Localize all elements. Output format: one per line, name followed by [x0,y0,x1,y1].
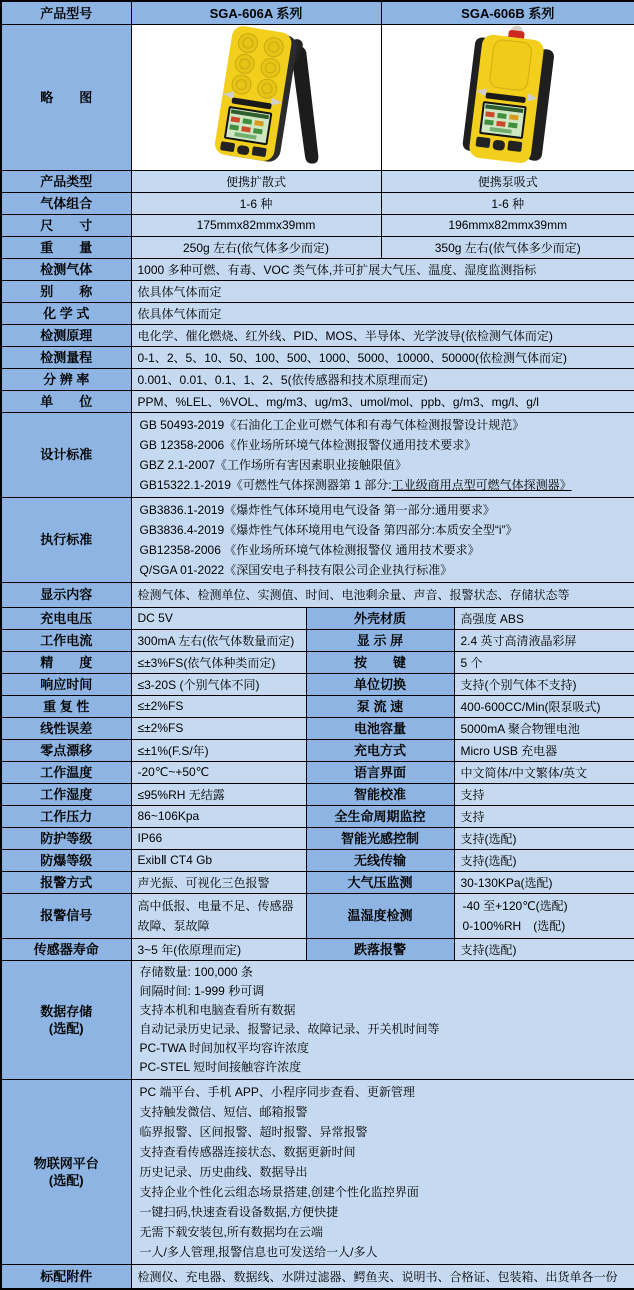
table-row [1,324,634,346]
row-value-a: 便携扩散式 [131,170,381,192]
row-value: 支持(选配) [454,938,634,960]
value-line: 间隔时间: 1-999 秒可调 [139,983,265,998]
row-label: 重 复 性 [1,695,131,717]
row-value: 3~5 年(依原理而定) [131,938,306,960]
standard-line-underlined: 工业级商用点型可燃气体探测器》 [391,477,572,492]
product-image-cell-b [381,24,634,170]
table-row [1,805,634,827]
row-label: 按 键 [306,651,454,673]
row-label: 单位切换 [306,673,454,695]
row-label: 工作温度 [1,761,131,783]
label-line: 物联网平台 [33,1155,99,1171]
table-row [1,258,634,280]
row-label: 充电电压 [1,607,131,629]
standard-line-prefix: GB15322.1-2019《可燃性气体探测器第 1 部分: [139,477,392,492]
row-value: 支持 [454,805,634,827]
row-value: PPM、%LEL、%VOL、mg/m3、ug/m3、umol/mol、ppb、g/m3、mg/l、g/l [131,390,634,412]
data-storage-row [1,960,634,1079]
row-label: 工作压力 [1,805,131,827]
table-row [1,651,634,673]
row-label: 工作电流 [1,629,131,651]
row-label: 标配附件 [1,1264,131,1289]
row-label: 零点漂移 [1,739,131,761]
row-label: 重 量 [1,236,131,258]
row-value: 支持 [454,783,634,805]
model-b-header: SGA-606B 系列 [381,1,634,24]
standard-line: Q/SGA 01-2022《深国安电子科技有限公司企业执行标准》 [139,562,453,577]
sga-606a-device-photo [139,25,373,165]
table-row [1,368,634,390]
row-label: 化 学 式 [1,302,131,324]
table-row [1,849,634,871]
row-label: 检测量程 [1,346,131,368]
row-label: 显 示 屏 [306,629,454,651]
table-row [1,717,634,739]
row-label: 产品类型 [1,170,131,192]
table-row [1,346,634,368]
row-value: 86~106Kpa [131,805,306,827]
row-label: 线性误差 [1,717,131,739]
row-value: 支持(选配) [454,827,634,849]
row-label: 全生命周期监控 [306,805,454,827]
row-value: DC 5V [131,607,306,629]
value-line: PC-STEL 短时间接触容许浓度 [139,1059,302,1074]
standard-line: GBZ 2.1-2007《工作场所有害因素职业接触限值》 [139,457,407,472]
table-row [1,871,634,893]
row-value: 支持(个别气体不支持) [454,673,634,695]
design-standard-row [1,412,634,497]
product-model-header: 产品型号 [1,1,131,24]
row-value: 高强度 ABS [454,607,634,629]
value-line: 存储数量: 100,000 条 [139,964,253,979]
sketch-label: 略 图 [1,24,131,170]
row-label: 分 辨 率 [1,368,131,390]
table-row [1,739,634,761]
row-label: 检测气体 [1,258,131,280]
value-line: 支持触发微信、短信、邮箱报警 [139,1104,308,1119]
label-line: (选配) [48,1020,84,1036]
row-value: 400-600CC/Min(限泵吸式) [454,695,634,717]
sga-606b-device-photo [389,25,627,165]
row-label: 报警信号 [1,893,131,938]
iot-platform-row [1,1079,634,1264]
row-value: -20℃~+50℃ [131,761,306,783]
row-label: 检测原理 [1,324,131,346]
value-line: -40 至+120℃(选配) [462,898,568,913]
alarm-signal-row [1,893,634,938]
table-row [1,192,634,214]
row-value [131,412,634,497]
row-value: 电化学、催化燃烧、红外线、PID、MOS、半导体、光学波导(依检测气体而定) [131,324,634,346]
row-label: 智能校准 [306,783,454,805]
row-label: 跌落报警 [306,938,454,960]
label-line: 数据存储 [40,1003,93,1019]
value-line: 一人/多人管理,报警信息也可发送给一人/多人 [139,1244,378,1259]
standard-line: GB 12358-2006《作业场所环境气体检测报警仪通用技术要求》 [139,437,477,452]
row-label: 气体组合 [1,192,131,214]
header-row [1,1,634,24]
row-value: ≤±2%FS [131,695,306,717]
table-row [1,673,634,695]
model-a-header: SGA-606A 系列 [131,1,381,24]
value-line: 自动记录历史记录、报警记录、故障记录、开关机时间等 [139,1021,440,1036]
row-value [131,1079,634,1264]
row-value: 依具体气体而定 [131,302,634,324]
row-value: 300mA 左右(依气体数量而定) [131,629,306,651]
exec-standard-row [1,497,634,582]
value-line: 0-100%RH (选配) [462,918,566,933]
standard-line: GB12358-2006 《作业场所环境气体检测报警仪 通用技术要求》 [139,542,480,557]
table-row [1,827,634,849]
row-label: 精 度 [1,651,131,673]
row-label: 设计标准 [1,412,131,497]
table-row [1,783,634,805]
row-value-b: 350g 左右(依气体多少而定) [381,236,634,258]
value-line: 支持企业个性化云组态场景搭建,创建个性化监控界面 [139,1184,419,1199]
row-value [454,893,634,938]
row-value: 检测仪、充电器、数据线、水阱过滤器、鳄鱼夹、说明书、合格证、包装箱、出货单各一份 [131,1264,634,1289]
table-row [1,236,634,258]
value-line: 历史记录、历史曲线、数据导出 [139,1164,308,1179]
row-label: 报警方式 [1,871,131,893]
table-row [1,761,634,783]
row-label: 尺 寸 [1,214,131,236]
label-line: (选配) [48,1172,84,1188]
row-label: 语言界面 [306,761,454,783]
table-row [1,607,634,629]
row-value-a: 250g 左右(依气体多少而定) [131,236,381,258]
value-line: PC 端平台、手机 APP、小程序同步查看、更新管理 [139,1084,415,1099]
row-label: 充电方式 [306,739,454,761]
row-label [1,1079,131,1264]
row-label: 单 位 [1,390,131,412]
table-row [1,938,634,960]
row-label: 温湿度检测 [306,893,454,938]
row-value [131,497,634,582]
row-value: Micro USB 充电器 [454,739,634,761]
row-value: 依具体气体而定 [131,280,634,302]
row-value: ExibⅡ CT4 Gb [131,849,306,871]
standard-line: GB3836.4-2019《爆炸性气体环境用电气设备 第四部分:本质安全型“i”》 [139,522,518,537]
raised-pump-panel [489,38,533,90]
row-label: 无线传输 [306,849,454,871]
row-value: ≤±3%FS(依气体种类而定) [131,651,306,673]
standard-line: GB3836.1-2019《爆炸性气体环境用电气设备 第一部分:通用要求》 [139,502,495,517]
row-value-b: 便携泵吸式 [381,170,634,192]
row-label: 传感器寿命 [1,938,131,960]
table-row [1,280,634,302]
row-value: ≤±1%(F.S/年) [131,739,306,761]
table-row [1,170,634,192]
row-value: 高中低报、电量不足、传感器故障、泵故障 [131,893,306,938]
row-value: 支持(选配) [454,849,634,871]
row-value: 0-1、2、5、10、50、100、500、1000、5000、10000、50000(依检测气体而定) [131,346,634,368]
value-line: 临界报警、区间报警、超时报警、异常报警 [139,1124,368,1139]
row-value: IP66 [131,827,306,849]
row-label: 外壳材质 [306,607,454,629]
row-label: 电池容量 [306,717,454,739]
row-value: 5000mA 聚合物锂电池 [454,717,634,739]
row-label: 防护等级 [1,827,131,849]
standard-line [140,475,627,495]
row-value-a: 175mmx82mmx39mm [131,214,381,236]
row-value: ≤±2%FS [131,717,306,739]
table-row [1,629,634,651]
table-row [1,582,634,607]
value-line: PC-TWA 时间加权平均容许浓度 [139,1040,310,1055]
value-line: 无需下载安装包,所有数据均在云端 [139,1224,323,1239]
value-line: 一键扫码,快速查看设备数据,方便快捷 [139,1204,339,1219]
row-value: 2.4 英寸高清液晶彩屏 [454,629,634,651]
row-label: 工作湿度 [1,783,131,805]
accessories-row [1,1264,634,1289]
row-label: 执行标准 [1,497,131,582]
table-row [1,214,634,236]
row-label: 泵 流 速 [306,695,454,717]
row-label: 显示内容 [1,582,131,607]
row-label [1,960,131,1079]
table-row [1,302,634,324]
row-value-b: 1-6 种 [381,192,634,214]
table-row [1,390,634,412]
row-value: ≤95%RH 无结露 [131,783,306,805]
row-label: 智能光感控制 [306,827,454,849]
standard-line: GB 50493-2019《石油化工企业可燃气体和有毒气体检测报警设计规范》 [139,417,525,432]
row-label: 响应时间 [1,673,131,695]
value-line: 支持本机和电脑查看所有数据 [139,1002,296,1017]
row-value: 5 个 [454,651,634,673]
row-value: 检测气体、检测单位、实测值、时间、电池剩余量、声音、报警状态、存储状态等 [131,582,634,607]
row-value: 0.001、0.01、0.1、1、2、5(依传感器和技术原理而定) [131,368,634,390]
row-value: 30-130KPa(选配) [454,871,634,893]
row-label: 别 称 [1,280,131,302]
screen-icon [224,105,273,144]
table-row [1,695,634,717]
value-line: 支持查看传感器连接状态、数据更新时间 [139,1144,356,1159]
row-value: 中文简体/中文繁体/英文 [454,761,634,783]
row-label: 大气压监测 [306,871,454,893]
row-label: 防爆等级 [1,849,131,871]
sketch-row [1,24,634,170]
row-value: ≤3-20S (个别气体不同) [131,673,306,695]
row-value-b: 196mmx82mmx39mm [381,214,634,236]
row-value-a: 1-6 种 [131,192,381,214]
product-image-cell-a [131,24,381,170]
row-value [131,960,634,1079]
row-value: 1000 多种可燃、有毒、VOC 类气体,并可扩展大气压、温度、湿度监测指标 [131,258,634,280]
screen-icon [479,101,527,139]
row-value: 声光振、可视化三色报警 [131,871,306,893]
